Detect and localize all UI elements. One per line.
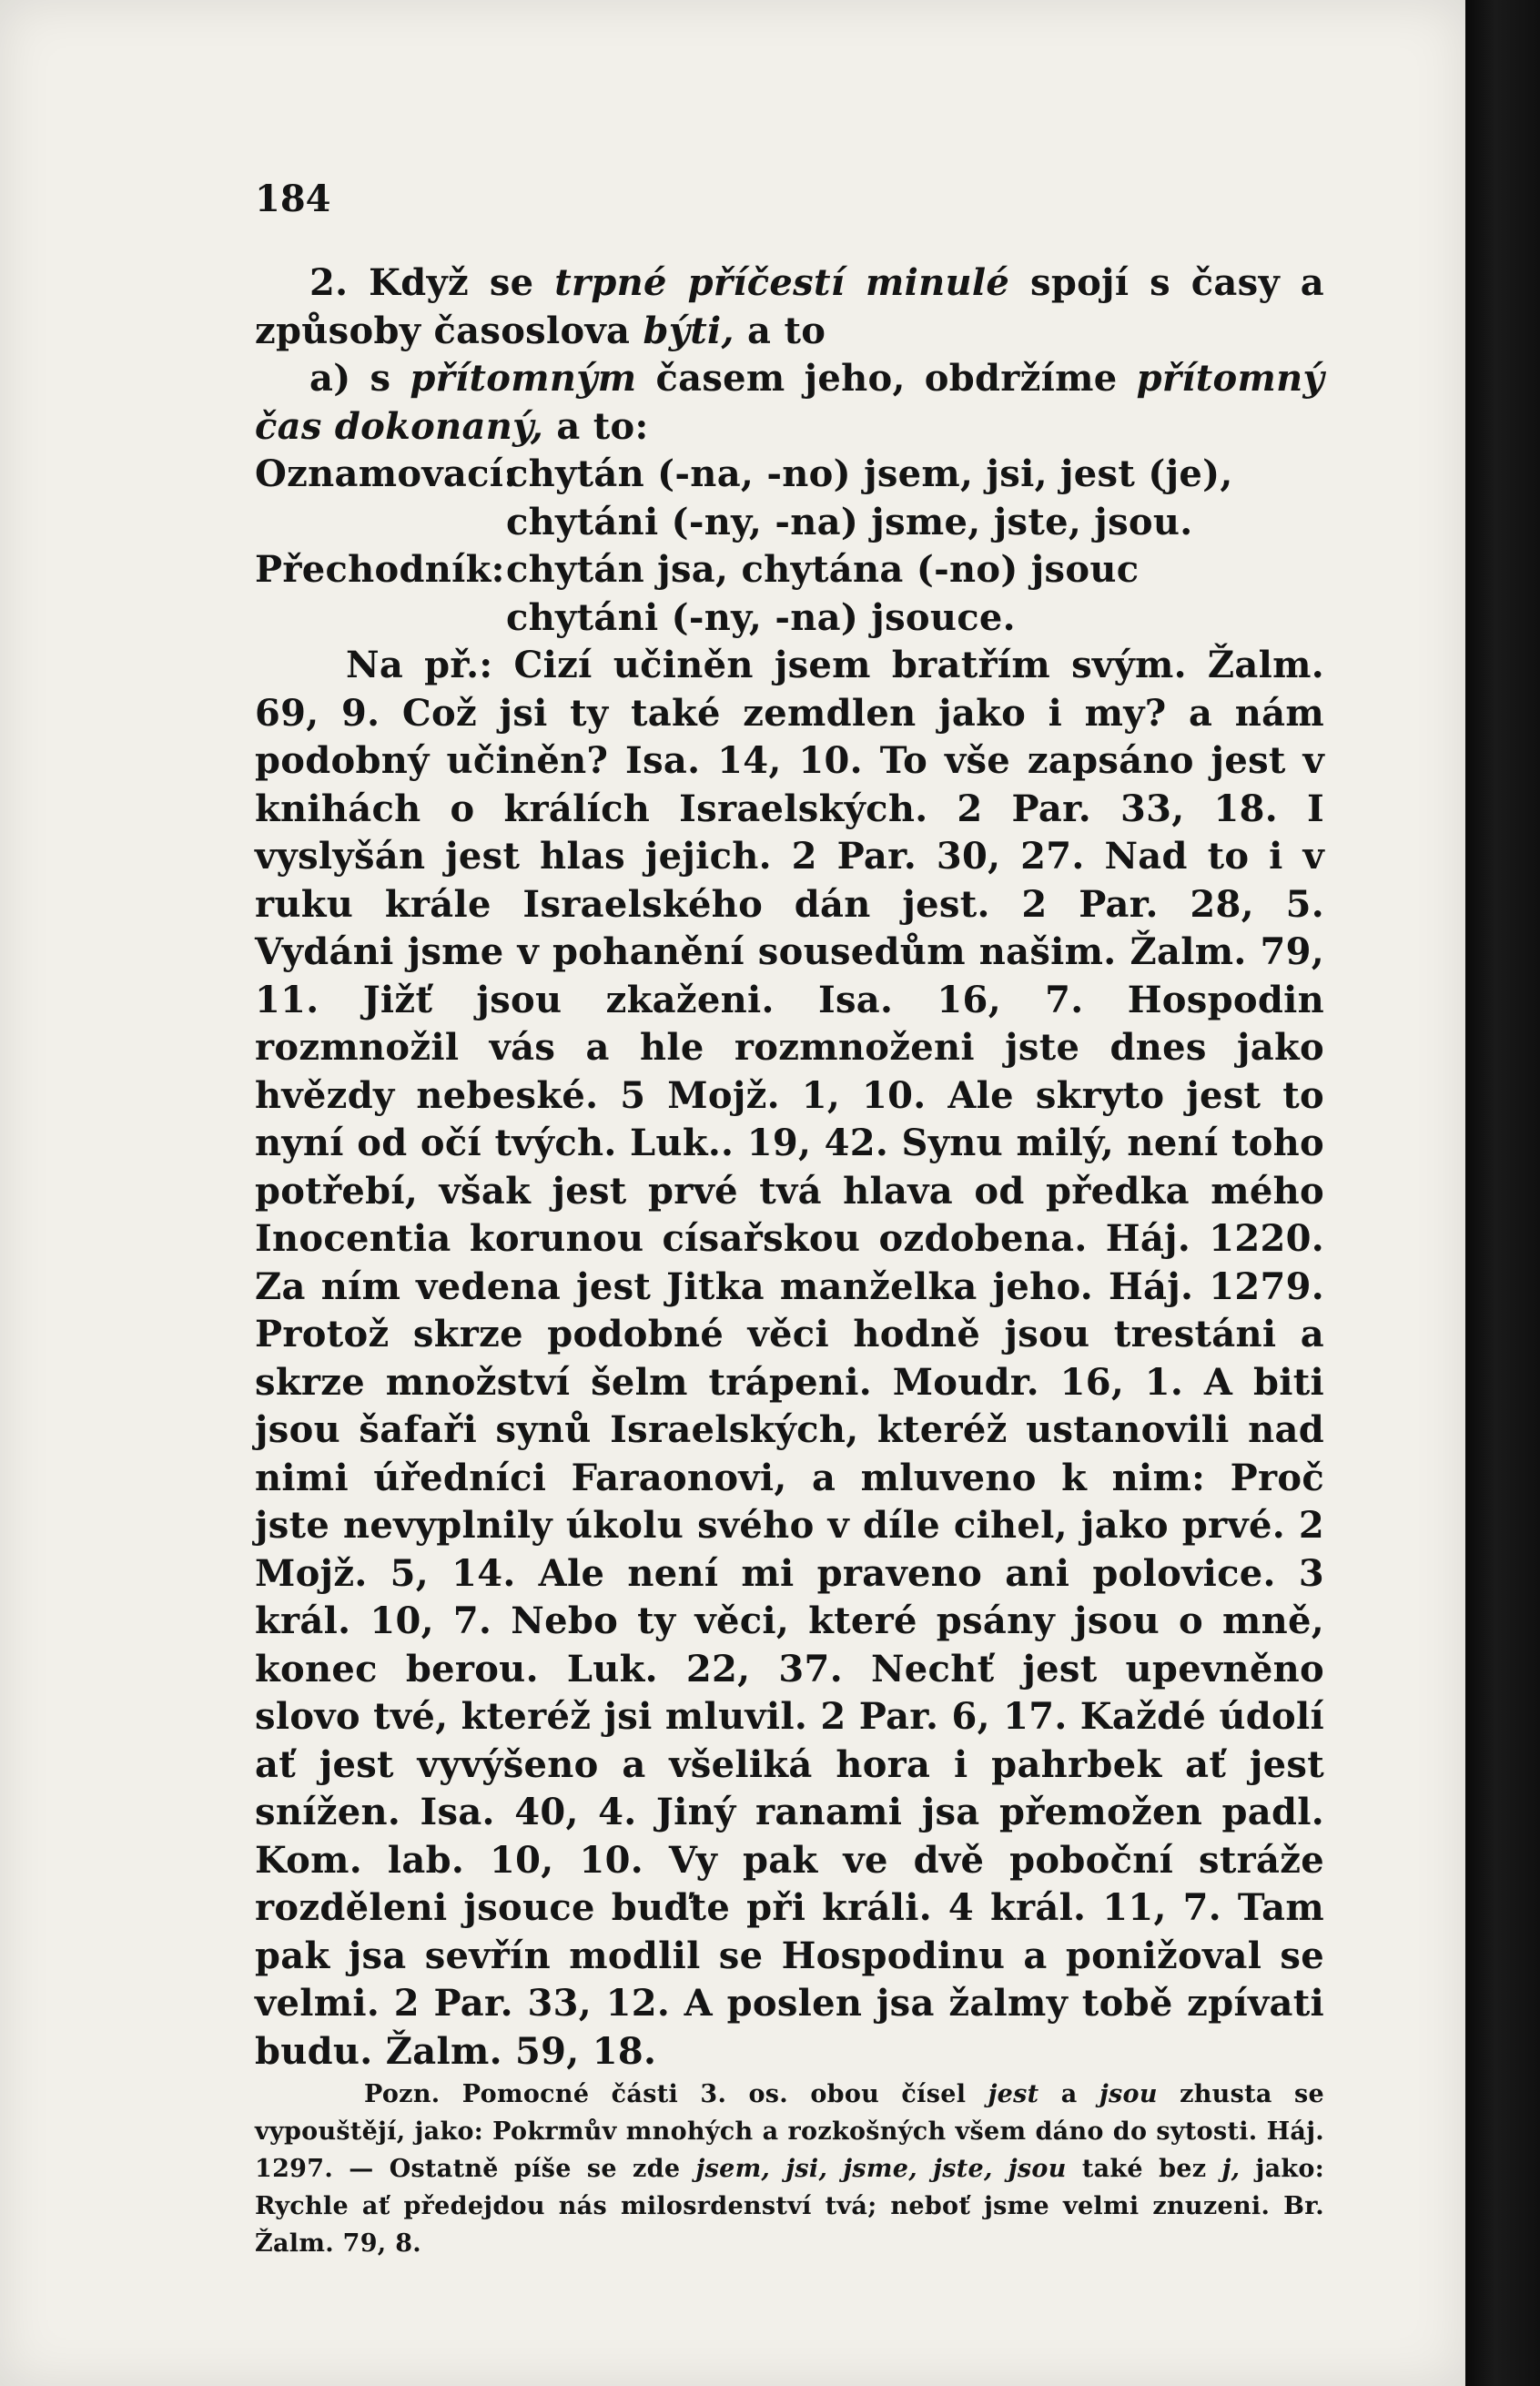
term-perfect: přítomný čas dokonaný, bbox=[255, 357, 1325, 448]
page-body bbox=[255, 259, 1324, 2262]
note-forms: jsem, jsi, jsme, jste, jsou bbox=[695, 2155, 1067, 2183]
note-j: j, bbox=[1221, 2155, 1241, 2183]
form-label-transgressive: Přechodník: bbox=[255, 548, 505, 591]
term-byti: býti, bbox=[643, 309, 735, 352]
term-present: přítomným bbox=[410, 357, 637, 400]
note-e: jako: Rychle ať předejdou nás milosrdenství tvá; neboť jsme velmi znuzeni. Br. Žalm. 79, 8. bbox=[255, 2155, 1324, 2258]
page-number: 184 bbox=[255, 178, 331, 220]
note-a: Pozn. Pomocné části 3. os. obou čísel bbox=[364, 2080, 988, 2108]
term-participle: trpné příčestí minulé bbox=[554, 261, 1010, 304]
form-line: chytán (-na, -no) jsem, jsi, jest (je), bbox=[506, 452, 1233, 495]
note-c: zhusta se vypouštějí, jako: Pokrmův mnohých a rozkošných všem dáno do sytosti. Háj. 1297. — Ostatně píše se zde bbox=[255, 2080, 1324, 2183]
footnote bbox=[255, 2076, 1324, 2262]
examples-paragraph: Na př.: Cizí učiněn jsem bratřím svým. Žalm. 69, 9. Což jsi ty také zemdlen jako i my? a nám podobný učiněn? Isa. 14, 10. To vše zapsáno jest v knihách o králích Israelských. 2 Par. 33, 18. I vyslyšán jest hlas jejich. 2 Par. 30, 27. Nad to i v ruku krále Israelského dán jest. 2 Par. 28, 5. Vydáni jsme v pohanění sousedům našim. Žalm. 79, 11. Jižť jsou zkaženi. Isa. 16, 7. Hospodin rozmnožil vás a hle rozmnoženi jste dnes jako hvězdy nebeské. 5 Mojž. 1, 10. Ale skryto jest to nyní od očí tvých. Luk.. 19, 42. Synu milý, není toho potřebí, však jest prvé tvá hlava od předka mého Inocentia korunou císařskou ozdobena. Háj. 1220. Za ním vedena jest Jitka manželka jeho. Háj. 1279. Protož skrze podobné věci hodně jsou trestáni a skrze množství šelm trápeni. Moudr. 16, 1. A biti jsou šafaři synů Israelských, kteréž ustanovili nad nimi úředníci Faraonovi, a mluveno k nim: Proč jste nevyplnily úkolu svého v díle cihel, jako prvé. 2 Mojž. 5, 14. Ale není mi praveno ani polovice. 3 král. 10, 7. Nebo ty věci, které psány jsou o mně, konec berou. Luk. 22, 37. Nechť jest upevněno slovo tvé, kteréž jsi mluvil. 2 Par. 6, 17. Každé údolí ať jest vyvýšeno a všeliká hora i pahrbek ať jest snížen. Isa. 40, 4. Jiný ranami jsa přemožen padl. Kom. lab. 10, 10. Vy pak ve dvě poboční stráže rozděleni jsouce buďte při králi. 4 král. 11, 7. Tam pak jsa sevřín modlil se Hospodinu a ponižoval se velmi. 2 Par. 33, 12. A poslen jsa žalmy tobě zpívati budu. Žalm. 59, 18. bbox=[255, 644, 1324, 2073]
note-jest: jest bbox=[988, 2080, 1039, 2108]
intro-tail: a to bbox=[734, 309, 826, 352]
present-lead: a) s bbox=[309, 357, 410, 400]
form-label-indicative: Oznamovací: bbox=[255, 452, 518, 495]
form-line: chytán jsa, chytána (-no) jsouc bbox=[506, 548, 1140, 591]
intro-lead: 2. Když se bbox=[309, 261, 555, 304]
present-tail: a to: bbox=[543, 404, 649, 448]
form-line: chytáni (-ny, -na) jsme, jste, jsou. bbox=[506, 500, 1193, 543]
note-d: také bez bbox=[1066, 2155, 1222, 2183]
intro-mid: spojí s časy a způsoby časoslova bbox=[255, 261, 1325, 352]
scan-edge bbox=[1465, 0, 1540, 2386]
note-b: a bbox=[1038, 2080, 1099, 2108]
paragraph-present bbox=[255, 355, 1324, 451]
form-line: chytáni (-ny, -na) jsouce. bbox=[506, 595, 1016, 639]
conjugation-table bbox=[255, 451, 1324, 642]
note-jsou: jsou bbox=[1099, 2080, 1158, 2108]
present-mid: časem jeho, obdržíme bbox=[636, 357, 1137, 400]
paragraph-intro bbox=[255, 259, 1324, 355]
